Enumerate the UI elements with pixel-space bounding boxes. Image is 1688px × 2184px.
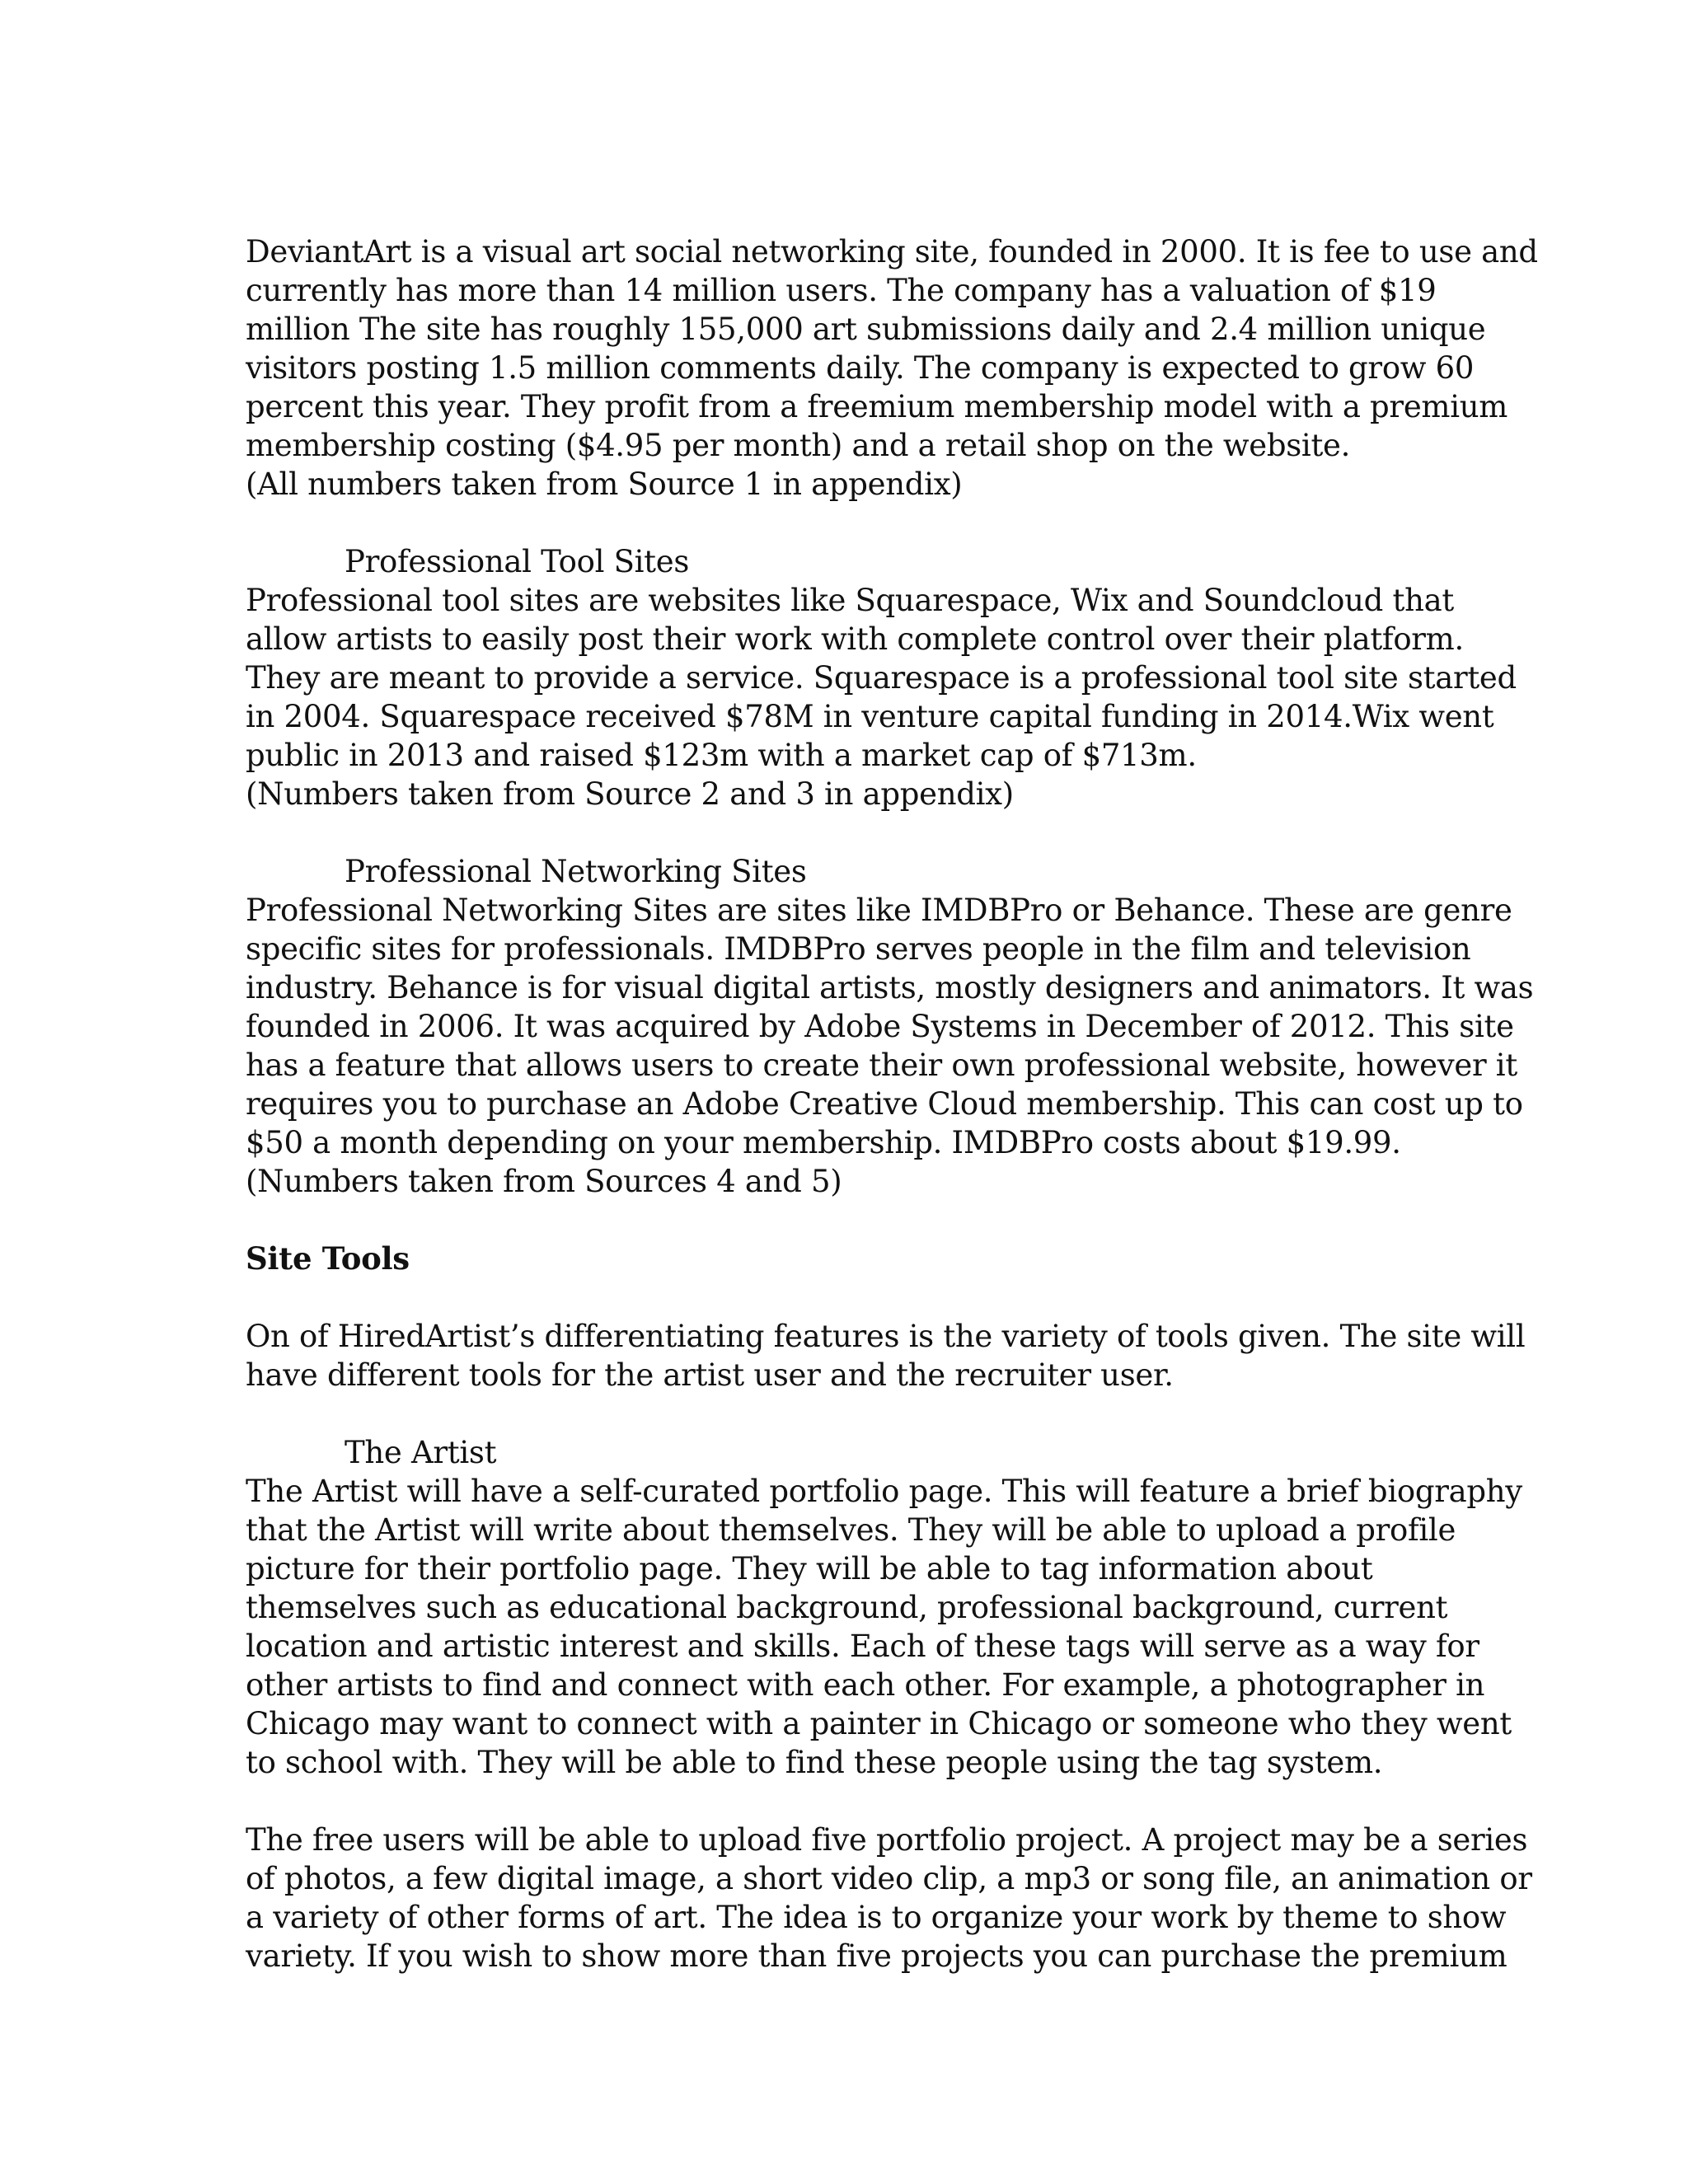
paragraph-gap [246, 1278, 1449, 1317]
subsection-heading: Professional Tool Sites [345, 544, 690, 579]
text-line: in 2004. Squarespace received $78M in venture capital funding in 2014.Wix went [246, 699, 1494, 734]
text-line: Chicago may want to connect with a painter in Chicago or someone who they went [246, 1706, 1512, 1741]
text-line: Professional tool sites are websites like Squarespace, Wix and Soundcloud that [246, 583, 1454, 618]
paragraph [246, 232, 1538, 504]
text-line: of photos, a few digital image, a short video clip, a mp3 or song file, an animation or [246, 1861, 1532, 1896]
paragraph-gap [246, 1782, 1449, 1821]
text-line: specific sites for professionals. IMDBPro serves people in the film and television [246, 931, 1471, 967]
text-line: The Artist will have a self-curated portfolio page. This will feature a brief biography [246, 1474, 1522, 1509]
text-line: $50 a month depending on your membership. IMDBPro costs about $19.99. [246, 1125, 1401, 1160]
text-line: has a feature that allows users to create their own professional website, however it [246, 1047, 1517, 1083]
text-line: DeviantArt is a visual art social networking site, founded in 2000. It is fee to use and [246, 234, 1538, 269]
text-line: (Numbers taken from Source 2 and 3 in appendix) [246, 776, 1014, 812]
paragraph-gap [246, 504, 1449, 542]
text-line: themselves such as educational background, professional background, current [246, 1590, 1448, 1625]
text-line: On of HiredArtist’s differentiating features is the variety of tools given. The site will [246, 1319, 1526, 1354]
paragraph-gap [246, 1394, 1449, 1433]
text-line: picture for their portfolio page. They will be able to tag information about [246, 1551, 1373, 1586]
paragraph [246, 1472, 1522, 1782]
text-line: Professional Networking Sites are sites like IMDBPro or Behance. These are genre [246, 893, 1512, 928]
text-line: membership costing ($4.95 per month) and a retail shop on the website. [246, 428, 1351, 463]
text-line: public in 2013 and raised $123m with a market cap of $713m. [246, 738, 1197, 773]
paragraph [246, 891, 1534, 1201]
subsection-heading: Professional Networking Sites [345, 854, 807, 889]
paragraph [246, 1317, 1526, 1394]
text-line: industry. Behance is for visual digital artists, mostly designers and animators. It was [246, 970, 1534, 1005]
text-line: percent this year. They profit from a freemium membership model with a premium [246, 389, 1508, 424]
text-line: requires you to purchase an Adobe Creative Cloud membership. This can cost up to [246, 1086, 1523, 1122]
text-line: They are meant to provide a service. Squarespace is a professional tool site started [246, 660, 1517, 696]
text-line: The free users will be able to upload five portfolio project. A project may be a series [246, 1822, 1528, 1858]
text-line: (Numbers taken from Sources 4 and 5) [246, 1164, 842, 1199]
paragraph-gap [246, 1201, 1449, 1240]
text-line: location and artistic interest and skills. Each of these tags will serve as a way for [246, 1629, 1479, 1664]
text-line: to school with. They will be able to find these people using the tag system. [246, 1745, 1383, 1780]
text-line: that the Artist will write about themselves. They will be able to upload a profile [246, 1512, 1456, 1548]
text-line: currently has more than 14 million users. The company has a valuation of $19 [246, 273, 1437, 308]
document-page [246, 232, 1538, 1975]
paragraph [246, 1821, 1532, 1975]
text-line: have different tools for the artist user and the recruiter user. [246, 1357, 1174, 1393]
text-line: million The site has roughly 155,000 art submissions daily and 2.4 million unique [246, 312, 1486, 347]
paragraph [246, 581, 1517, 813]
section-heading: Site Tools [246, 1240, 410, 1277]
text-line: visitors posting 1.5 million comments daily. The company is expected to grow 60 [246, 350, 1475, 386]
paragraph-gap [246, 813, 1449, 852]
text-line: a variety of other forms of art. The idea is to organize your work by theme to show [246, 1900, 1507, 1935]
text-line: allow artists to easily post their work with complete control over their platform. [246, 621, 1464, 657]
text-line: other artists to find and connect with each other. For example, a photographer in [246, 1667, 1485, 1703]
text-line: variety. If you wish to show more than five projects you can purchase the premium [246, 1938, 1507, 1974]
text-line: founded in 2006. It was acquired by Adobe Systems in December of 2012. This site [246, 1009, 1514, 1044]
subsection-heading: The Artist [345, 1435, 497, 1470]
text-line: (All numbers taken from Source 1 in appendix) [246, 466, 963, 502]
